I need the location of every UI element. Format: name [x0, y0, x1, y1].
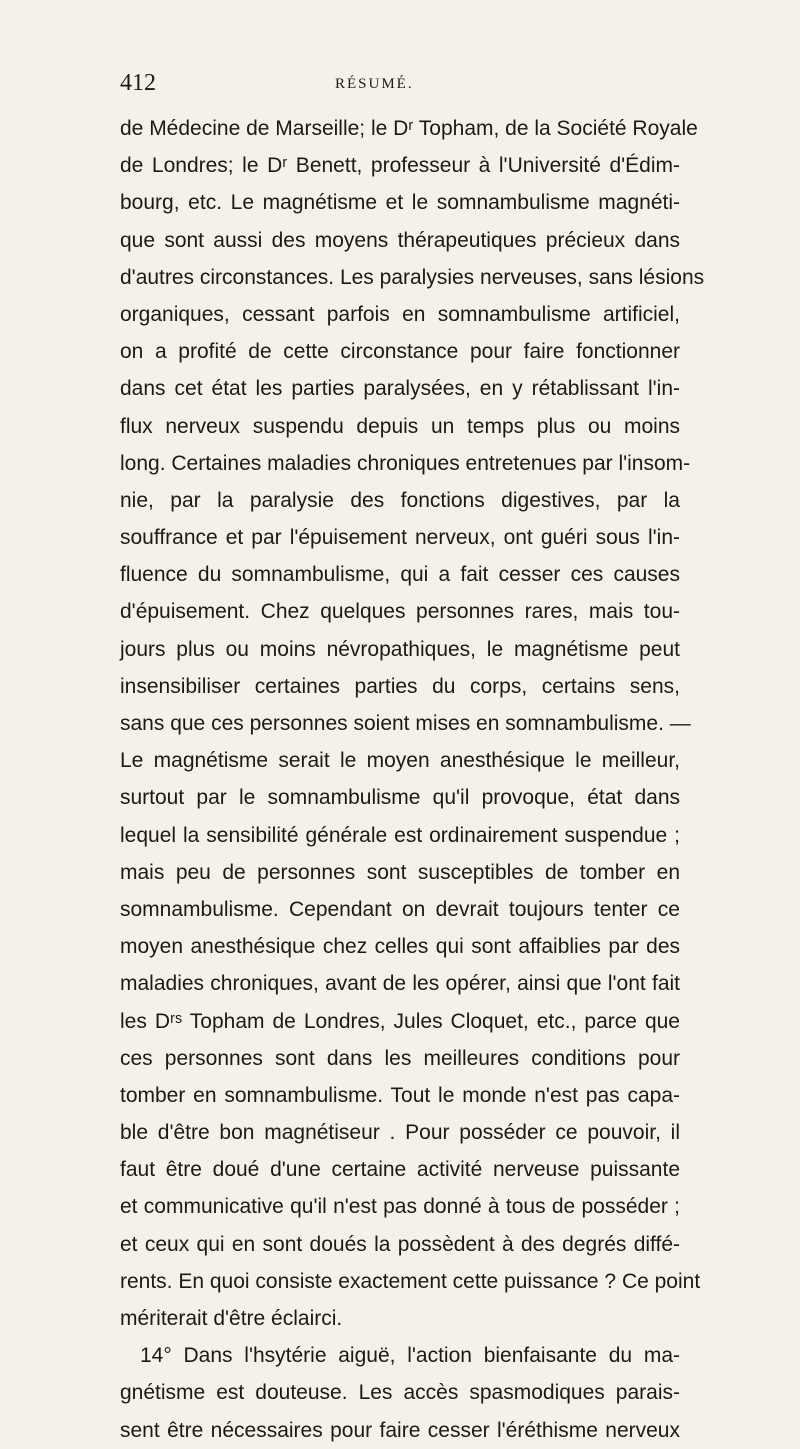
text-line: que sont aussi des moyens thérapeutiques précieux dans: [120, 228, 680, 252]
text-line: les Dʳˢ Topham de Londres, Jules Cloquet, etc., parce que: [120, 1009, 680, 1033]
text-line: de Médecine de Marseille; le Dʳ Topham, de la Société Royale: [120, 117, 698, 140]
text-line: jours plus ou moins névropathiques, le magnétisme peut: [120, 637, 680, 661]
text-line: Le magnétisme serait le moyen anesthésique le meilleur,: [120, 749, 680, 773]
text-line: rents. En quoi consiste exactement cette puissance ? Ce point: [120, 1269, 701, 1293]
text-line: 14° Dans l'hsytérie aiguë, l'action bienfaisante du ma-: [140, 1344, 680, 1368]
text-line: flux nerveux suspendu depuis un temps plus ou moins: [120, 414, 680, 438]
text-line: ces personnes sont dans les meilleures conditions pour: [120, 1046, 680, 1070]
text-line: moyen anesthésique chez celles qui sont affaiblies par des: [120, 935, 680, 959]
text-line: somnambulisme. Cependant on devrait toujours tenter ce: [120, 897, 680, 921]
text-line: d'épuisement. Chez quelques personnes rares, mais tou-: [120, 600, 680, 624]
text-line: nie, par la paralysie des fonctions digestives, par la: [120, 488, 680, 512]
running-head: RÉSUMÉ.: [335, 76, 414, 92]
text-line: surtout par le somnambulisme qu'il provoque, état dans: [120, 786, 680, 810]
text-line: bourg, etc. Le magnétisme et le somnambulisme magnéti-: [120, 191, 680, 215]
text-line: souffrance et par l'épuisement nerveux, ont guéri sous l'in-: [120, 526, 680, 550]
text-line: et ceux qui en sont doués la possèdent à des degrés diffé-: [120, 1232, 680, 1256]
text-line: de Londres; le Dʳ Benett, professeur à l'Université d'Édim-: [120, 154, 680, 178]
text-line: insensibiliser certaines parties du corps, certains sens,: [120, 674, 680, 698]
text-line: fluence du somnambulisme, qui a fait cesser ces causes: [120, 563, 680, 587]
text-line: sans que ces personnes soient mises en somnambulisme. —: [120, 712, 691, 735]
text-line: organiques, cessant parfois en somnambulisme artificiel,: [120, 302, 680, 326]
text-line: sent être nécessaires pour faire cesser l'éréthisme nerveux: [120, 1418, 680, 1442]
text-line: gnétisme est douteuse. Les accès spasmodiques parais-: [120, 1381, 680, 1405]
text-line: lequel la sensibilité générale est ordinairement suspendue ;: [120, 823, 680, 847]
text-line: dans cet état les parties paralysées, en y rétablissant l'in-: [120, 377, 680, 401]
text-line: tomber en somnambulisme. Tout le monde n'est pas capa-: [120, 1083, 680, 1107]
text-line: mériterait d'être éclairci.: [120, 1307, 343, 1330]
text-line: long. Certaines maladies chroniques entretenues par l'insom-: [120, 451, 691, 475]
page-header: [120, 70, 680, 98]
text-line: faut être doué d'une certaine activité nerveuse puissante: [120, 1158, 680, 1182]
text-line: mais peu de personnes sont susceptibles de tomber en: [120, 860, 680, 884]
body-text: [120, 110, 705, 1449]
text-line: ble d'être bon magnétiseur . Pour posséder ce pouvoir, il: [120, 1121, 680, 1145]
text-line: maladies chroniques, avant de les opérer, ainsi que l'ont fait: [120, 972, 680, 996]
text-line: et communicative qu'il n'est pas donné à tous de posséder ;: [120, 1195, 680, 1219]
text-line: d'autres circonstances. Les paralysies nerveuses, sans lésions: [120, 265, 705, 289]
page-number: 412: [120, 70, 156, 96]
text-line: on a profité de cette circonstance pour faire fonctionner: [120, 340, 680, 364]
